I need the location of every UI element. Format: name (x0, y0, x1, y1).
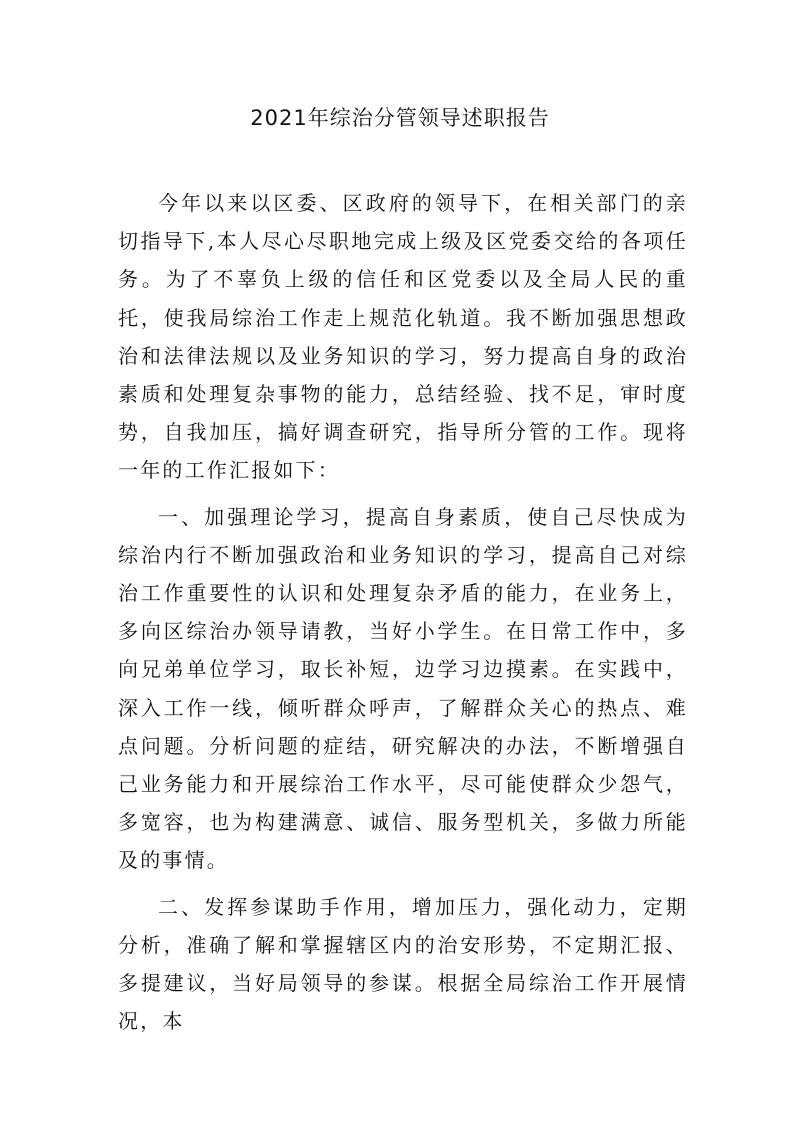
paragraph-section-two: 二、发挥参谋助手作用，增加压力，强化动力，定期分析，准确了解和掌握辖区内的治安形势，不定期汇报、多提建议，当好局领导的参谋。根据全局综治工作开展情况，本 (118, 894, 688, 1034)
paragraph-section-one: 一、加强理论学习，提高自身素质，使自己尽快成为综治内行不断加强政治和业务知识的学习，提高自己对综治工作重要性的认识和处理复杂矛盾的能力，在业务上，多向区综治办领导请教，当好小学生。在日常工作中，多向兄弟单位学习，取长补短，边学习边摸素。在实践中，深入工作一线，倾听群众呼声，了解群众关心的热点、难点问题。分析问题的症结，研究解决的办法，不断增强自己业务能力和开展综治工作水平，尽可能使群众少怨气，多宽容，也为构建满意、诚信、服务型机关，多做力所能及的事情。 (118, 504, 688, 873)
document-body (118, 184, 688, 1040)
document-title: 2021年综治分管领导述职报告 (250, 106, 550, 130)
paragraph-intro: 今年以来以区委、区政府的领导下，在相关部门的亲切指导下,本人尽心尽职地完成上级及区党委交给的各项任务。为了不辜负上级的信任和区党委以及全局人民的重托，使我局综治工作走上规范化轨道。我不断加强思想政治和法律法规以及业务知识的学习，努力提高自身的政治素质和处理复杂事物的能力，总结经验、找不足，审时度势，自我加压，搞好调查研究，指导所分管的工作。现将一年的工作汇报如下： (118, 191, 688, 483)
